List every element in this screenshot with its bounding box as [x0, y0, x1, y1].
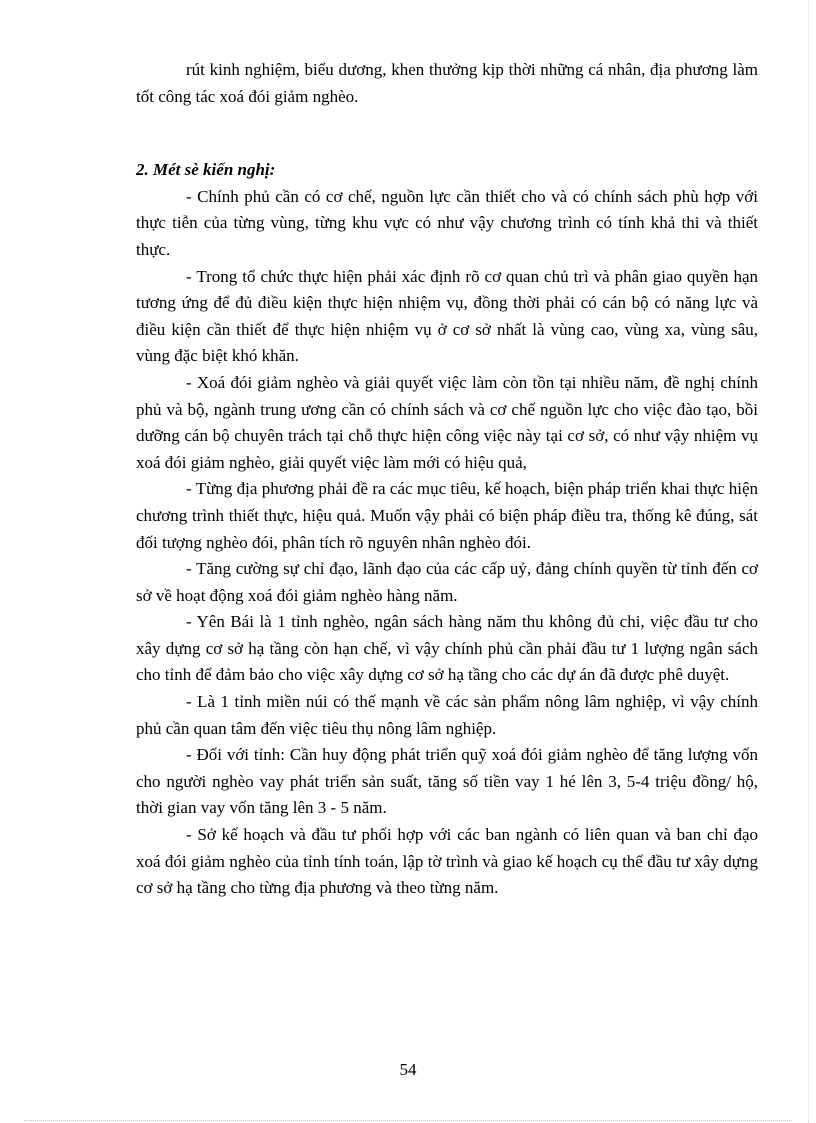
recommendation-paragraph-6: - Yên Bái là 1 tỉnh nghèo, ngân sách hàng năm thu không đủ chi, việc đầu tư cho xây dựng cơ sở hạ tầng còn hạn chế, vì vậy chính phủ cần phải đầu tư 1 lượng ngân sách cho tỉnh để đảm bảo cho việc xây dựng cơ sở hạ tầng cho các dự án đã được phê duyệt. [136, 612, 758, 685]
page-bottom-rule [24, 1120, 792, 1121]
recommendation-paragraph-2: - Trong tổ chức thực hiện phải xác định rõ cơ quan chủ trì và phân giao quyền hạn tương ứng để đủ điều kiện thực hiện nhiệm vụ, đồng thời phải có cán bộ có năng lực và điều kiện cần thiết để thực hiện nhiệm vụ ở cơ sở nhất là vùng cao, vùng xa, vùng sâu, vùng đặc biệt khó khăn. [136, 266, 758, 366]
intro-paragraph: rút kinh nghiệm, biểu dương, khen thưởng kịp thời những cá nhân, địa phương làm tốt công tác xoá đói giảm nghèo. [136, 60, 758, 106]
recommendation-paragraph-7: - Là 1 tỉnh miền núi có thế mạnh về các sản phẩm nông lâm nghiệp, vì vậy chính phủ cần quan tâm đến việc tiêu thụ nông lâm nghiệp. [136, 692, 758, 738]
recommendation-paragraph-8: - Đối với tỉnh: Cần huy động phát triển quỹ xoá đói giảm nghèo để tăng lượng vốn cho người nghèo vay phát triển sản suất, tăng số tiền vay 1 hé lên 3, 5-4 triệu đồng/ hộ, thời gian vay vốn tăng lên 3 - 5 năm. [136, 745, 758, 818]
recommendation-paragraph-5: - Tăng cường sự chỉ đạo, lãnh đạo của các cấp uỷ, đảng chính quyền từ tỉnh đến cơ sở về hoạt động xoá đói giảm nghèo hàng năm. [136, 559, 758, 605]
recommendation-paragraph-9: - Sở kế hoạch và đầu tư phối hợp với các ban ngành có liên quan và ban chỉ đạo xoá đói giảm nghèo của tỉnh tính toán, lập tờ trình và giao kế hoạch cụ thể đầu tư xây dựng cơ sở hạ tầng cho từng địa phương và theo từng năm. [136, 825, 758, 898]
recommendation-paragraph-4: - Từng địa phương phải đề ra các mục tiêu, kế hoạch, biện pháp triển khai thực hiện chương trình thiết thực, hiệu quả. Muốn vậy phải có biện pháp điều tra, thống kê đúng, sát đối tượng nghèo đói, phân tích rõ nguyên nhân nghèo đói. [136, 479, 758, 552]
section-heading: 2. Mét sè kiến nghị: [136, 160, 276, 180]
page-edge-rule [808, 0, 809, 1123]
recommendation-paragraph-1: - Chính phủ cần có cơ chế, nguồn lực cần thiết cho và có chính sách phù hợp với thực tiễn của từng vùng, từng khu vực có như vậy chương trình có tính khả thi và thiết thực. [136, 186, 758, 259]
page-content [136, 57, 758, 902]
page-number: 54 [399, 1060, 417, 1079]
recommendation-paragraph-3: - Xoá đói giảm nghèo và giải quyết việc làm còn tồn tại nhiều năm, đề nghị chính phủ và bộ, ngành trung ương cần có chính sách và cơ chế nguồn lực cho việc đào tạo, bồi dưỡng cán bộ chuyên trách tại chỗ thực hiện công việc này tại cơ sở, có như vậy nhiệm vụ xoá đói giảm nghèo, giải quyết việc làm mới có hiệu quả, [136, 372, 758, 472]
